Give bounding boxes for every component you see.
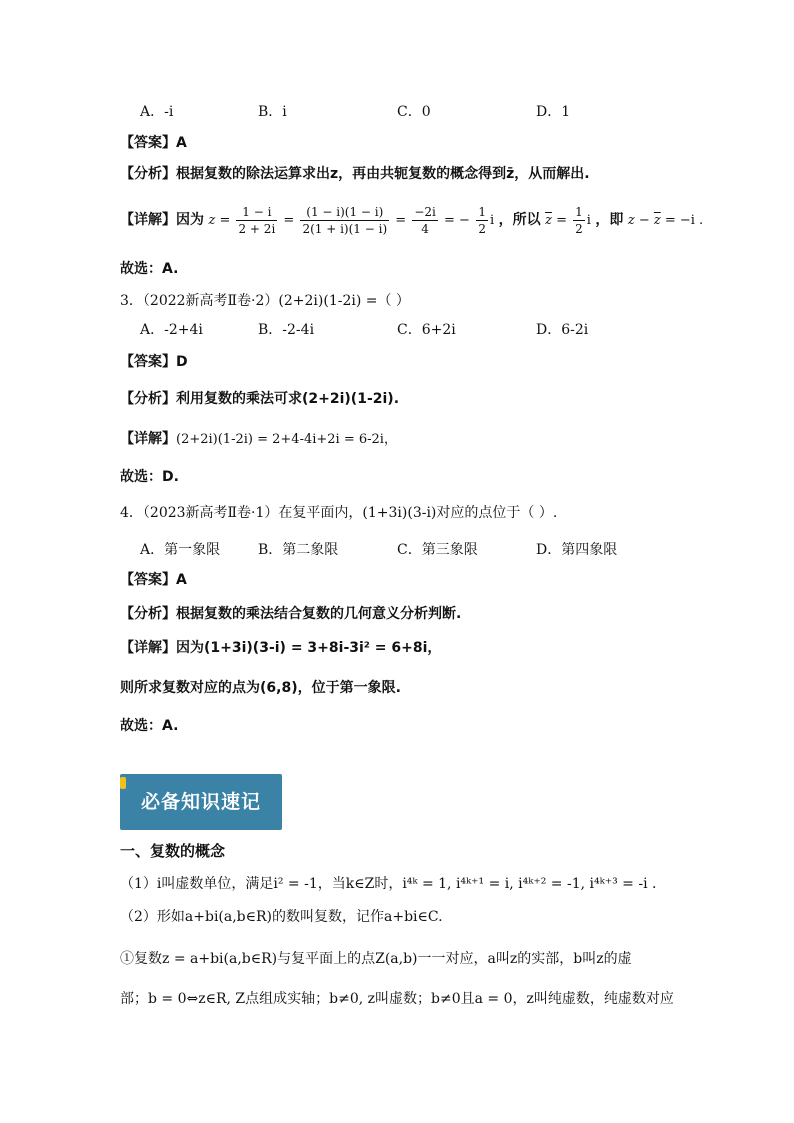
q4-analysis: [120, 604, 461, 624]
q3-answer: [120, 352, 188, 372]
math-z: z: [208, 213, 216, 228]
answer-label: 【答案】: [120, 354, 176, 370]
q4-stem: 4．（2023新高考Ⅱ卷·1）在复平面内，(1+3i)(3-i)对应的点位于（ ）.: [120, 505, 558, 521]
q3-option-d: D．6-2i: [536, 322, 589, 338]
q4-option-c: C．第三象限: [397, 542, 478, 558]
detail-text: 因为(1+3i)(3-i) = 3+8i-3i² = 6+8i，: [176, 640, 442, 656]
analysis-label: 【分析】: [120, 391, 176, 407]
knowledge-2: （2）形如a+bi(a,b∈R)的数叫复数，记作a+bi∈C.: [120, 909, 443, 925]
math-eq: =: [215, 213, 235, 228]
q3-conclusion: 故选：D.: [120, 469, 179, 485]
detail-label: 【详解】: [120, 640, 176, 656]
answer-value: A: [176, 135, 187, 151]
analysis-text: 根据复数的乘法结合复数的几何意义分析判断.: [176, 606, 462, 622]
detail-text: (2+2i)(1-2i) = 2+4-4i+2i = 6-2i，: [176, 432, 397, 447]
q2-answer: [120, 133, 187, 153]
detail-label: 【详解】: [120, 431, 176, 447]
q2-analysis: [120, 164, 590, 184]
option-a: A．-i: [140, 104, 174, 120]
section-title: 一、复数的概念: [120, 842, 226, 860]
knowledge-3: ①复数z = a+bi(a,b∈R)与复平面上的点Z(a,b)一一对应，a叫z的实部，b叫z的虚: [120, 951, 632, 967]
knowledge-1: （1）i叫虚数单位，满足i² = -1，当k∈Z时，i⁴ᵏ = 1, i⁴ᵏ⁺¹ = i, i⁴ᵏ⁺² = -1, i⁴ᵏ⁺³ = -i .: [120, 876, 657, 892]
answer-label: 【答案】: [120, 572, 176, 588]
analysis-text: 根据复数的除法运算求出z，再由共轭复数的概念得到z̄，从而解出.: [176, 166, 590, 182]
q4-detail-2: 则所求复数对应的点为(6,8)，位于第一象限.: [120, 680, 401, 696]
fraction-3: $\frac{-2i}{4}$: [414, 204, 436, 236]
q2-detail: 【详解】因为 z = $\frac{1 - i}{2 + 2i}$ = $\frac{(1 - i)(1 - i)}{2(1 + i)(1 - i)}$ = $\frac{-2i}{4}$ = − $\frac{1}{2}$ i ，所以 $\overline{z}$ = $\frac{1}{2}$ i ，即 $z - \overline{z} = -i$ .: [120, 204, 704, 236]
detail-prefix: 因为: [176, 212, 204, 228]
q3-stem: 3．（2022新高考Ⅱ卷·2）(2+2i)(1-2i) =（ ）: [120, 293, 410, 309]
q4-option-b: B．第二象限: [258, 542, 339, 558]
detail-label: 【详解】: [120, 212, 176, 228]
knowledge-4: 部；b = 0⇔z∈R, Z点组成实轴；b≠0, z叫虚数；b≠0且a = 0，z叫纯虚数，纯虚数对应: [120, 991, 674, 1007]
q2-conclusion: 故选：A.: [120, 261, 179, 277]
q4-option-d: D．第四象限: [536, 542, 618, 558]
analysis-label: 【分析】: [120, 166, 176, 182]
answer-label: 【答案】: [120, 135, 176, 151]
section-banner: [120, 774, 282, 830]
q3-analysis: [120, 389, 399, 409]
fraction-2: $\frac{(1 - i)(1 - i)}{2(1 + i)(1 - i)}$: [302, 204, 388, 236]
option-d: D．1: [536, 104, 571, 120]
analysis-text: 利用复数的乘法可求(2+2i)(1-2i).: [176, 391, 400, 407]
fraction-4: $\frac{1}{2}$: [478, 204, 486, 236]
q4-conclusion: 故选：A.: [120, 718, 179, 734]
option-b: B．i: [258, 104, 287, 120]
fraction-1: $\frac{1 - i}{2 + 2i}$: [238, 204, 276, 236]
banner-title: 必备知识速记: [140, 791, 261, 813]
q3-detail: [120, 429, 397, 450]
q3-option-a: A．-2+4i: [140, 322, 203, 338]
q4-answer: [120, 570, 187, 590]
banner-accent: [120, 777, 126, 789]
detail-mid: ，所以: [498, 212, 541, 228]
detail-tail: ，即: [595, 212, 624, 228]
q4-option-a: A．第一象限: [140, 542, 221, 558]
q3-option-c: C．6+2i: [397, 322, 456, 338]
q3-option-b: B．-2-4i: [258, 322, 315, 338]
fraction-5: $\frac{1}{2}$: [575, 204, 583, 236]
option-c: C．0: [397, 104, 431, 120]
analysis-label: 【分析】: [120, 606, 176, 622]
answer-value: A: [176, 572, 187, 588]
answer-value: D: [176, 354, 188, 370]
q4-detail: [120, 638, 441, 658]
